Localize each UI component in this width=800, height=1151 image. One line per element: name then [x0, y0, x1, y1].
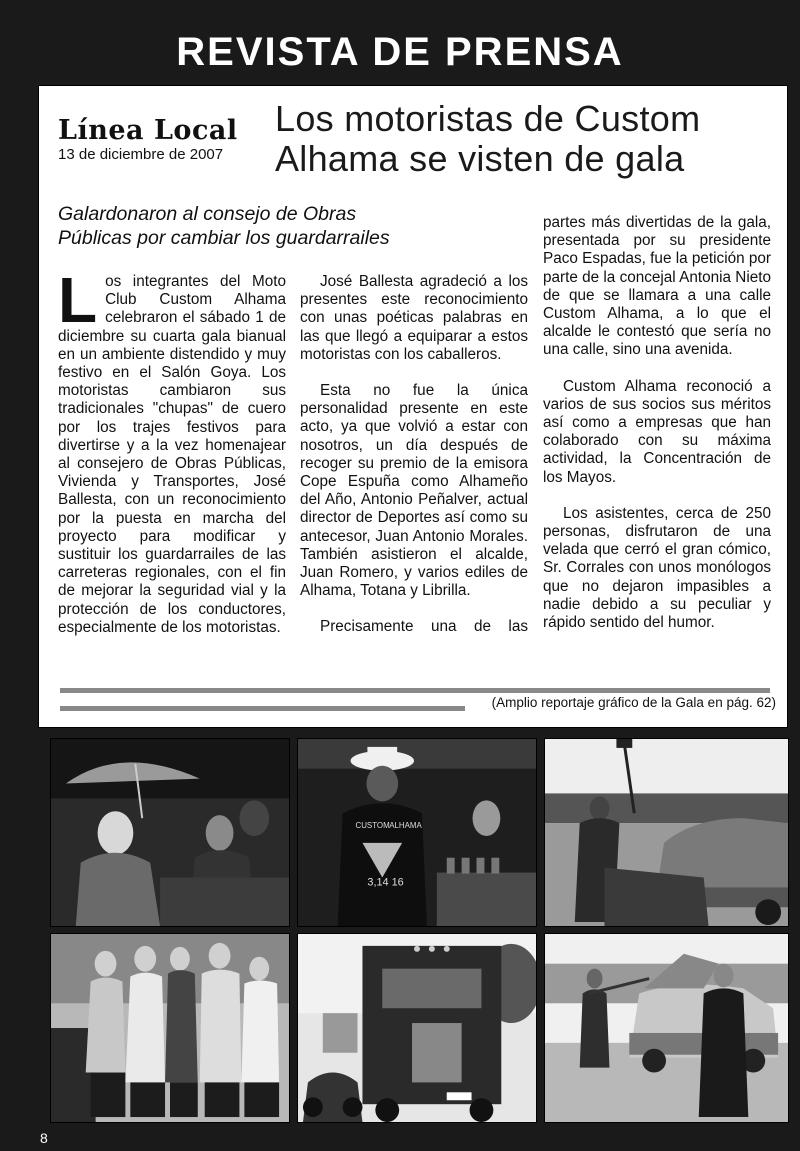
photo-car-smashing — [544, 933, 789, 1123]
article-column-2 — [300, 273, 528, 655]
vest-text-alhama: ALHAMA — [389, 821, 422, 831]
subheadline — [58, 202, 488, 250]
article-sheet — [38, 85, 788, 728]
subheadline-line-2: Públicas por cambiar los guardarrailes — [58, 227, 390, 249]
column-1-paragraph — [58, 264, 286, 637]
source-name: Línea Local — [58, 115, 238, 146]
vest-text-custom: CUSTOM — [355, 821, 390, 831]
source-box — [58, 115, 258, 163]
column-1-text: os integrantes del Moto Club Custom Alhama celebraron el sábado 1 de diciembre su cuarta gala bianual en un ambiente distendido y muy festivo en el Salón Goya. Los motoristas cambiaron sus tradicionales "chupas" de cuero por los trajes festivos para divertirse y a la vez homenajear al consejero de Obras Públicas, Vivienda y Transportes, José Ballesta, con un reconocimiento por la puesta en marcha del proyecto para modificar y sustituir los guardarrailes de las carreteras regionales, con el fin de mejorar la seguridad vial y la protección de los conductores, especialmente de los motoristas. — [58, 273, 286, 636]
headline — [275, 99, 775, 179]
headline-line-1: Los motoristas de Custom — [275, 98, 701, 139]
column-2-paragraph-2: Esta no fue la única personalidad presente en este acto, ya que volvió a estar con nosotros, un día después de recoger su premio de la emisora Cope Espuña como Alhameño del Año, Antonio Peñalver, actual director de Deportes así como su antecesor, Juan Antonio Morales. También asistieron el alcalde, Juan Romero, y varios ediles de Alhama, Totana y Librilla. — [300, 382, 528, 600]
column-2-paragraph-3: Precisamente una de las — [320, 618, 528, 636]
article-column-1 — [58, 264, 286, 655]
photo-group-bikers — [50, 933, 290, 1123]
headline-line-2: Alhama se visten de gala — [275, 138, 685, 179]
divider-rule-short — [60, 706, 465, 711]
column-2-paragraph-1: José Ballesta agradeció a los presentes este reconocimiento con unas poéticas palabras en las que llegó a equiparar a estos motoristas con los caballeros. — [300, 273, 528, 363]
source-date: 13 de diciembre de 2007 — [58, 146, 224, 163]
section-header — [0, 0, 800, 82]
page-number: 8 — [40, 1130, 48, 1146]
column-3-paragraph-1: partes más divertidas de la gala, presentada por su presidente Paco Espadas, fue la petición por parte de la concejal Antonia Nieto de que se llamara a una calle Custom Alhama, a lo que el alcalde le contestó que sería no una calle, sino una avenida. — [543, 214, 771, 359]
section-title: REVISTA DE PRENSA — [176, 30, 624, 74]
photo-truck — [297, 933, 537, 1123]
photo-biker-vest — [297, 738, 537, 927]
divider-rule — [60, 688, 770, 693]
photo-man-with-umbrella — [50, 738, 290, 927]
vest-number: 3,14 16 — [367, 876, 404, 889]
photo-sledgehammer-car — [544, 738, 789, 927]
drop-cap: L — [58, 264, 98, 336]
reportage-note: (Amplio reportaje gráfico de la Gala en pág. 62) — [491, 695, 776, 710]
article-column-3 — [543, 214, 771, 650]
subheadline-line-1: Galardonaron al consejo de Obras — [58, 203, 357, 225]
column-3-paragraph-2: Custom Alhama reconoció a varios de sus socios sus méritos así como a empresas que han colaborado con su máxima actividad, la Concentración de los Mayos. — [543, 377, 771, 486]
column-3-paragraph-3: Los asistentes, cerca de 250 personas, disfrutaron de una velada que cerró el gran cómico, Sr. Corrales con unos monólogos que no dejaron impasibles a nadie debido a su peculiar y rápido sentido del humor. — [543, 504, 771, 632]
